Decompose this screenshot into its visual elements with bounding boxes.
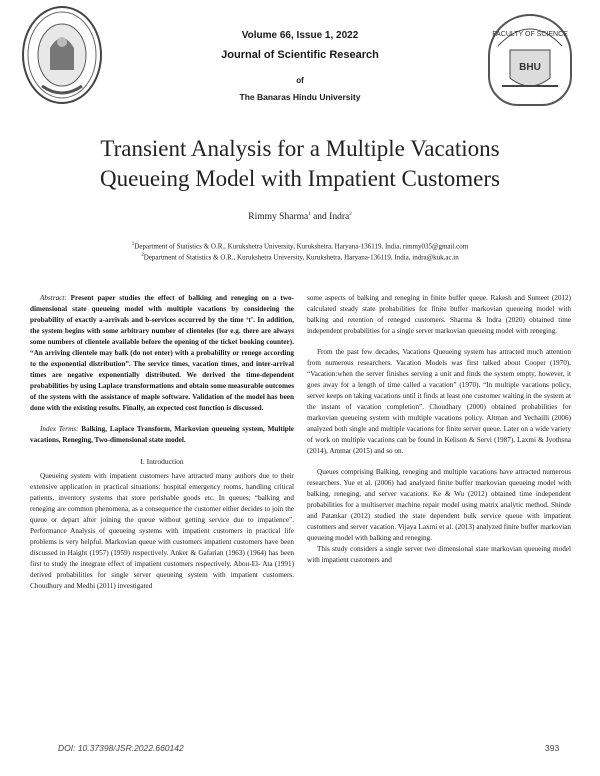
abstract-label: Abstract:	[40, 294, 67, 302]
index-terms	[30, 424, 294, 446]
university-name: The Banaras Hindu University	[239, 92, 361, 102]
footer-doi: DOI: 10.37398/JSR.2022.660142	[58, 743, 184, 753]
paper-title	[40, 134, 560, 194]
right-paragraph-4: This study considers a single server two dimensional state markovian queueing model with impatient customers and	[307, 545, 571, 564]
author-2-sup: 2	[349, 212, 352, 217]
left-column	[30, 293, 294, 592]
right-paragraph-2: From the past few decades, Vacations Queueing system has attracted much attention from numerous researchers. Vacation Models was first talked about Cooper (1970). “Vacation:when the server finishes serving a unit and finds the system empty, however, it goes away for a length of time called a vacation” (1970). “In multiple vacations policy, server keeps on taking vacations until it finds at least one customer waiting in the system at the instant of vacation completion”. Choudhary (2000) obtained probabilities for markovian queueing system with multiple vacations policy. Altman and Yechailli (2006) analyzed both single and multiple vacations for finite server queue. Later on a wide variety of work on multiple vacations can be found in Kelison & Servi (1987), Laxmi & Jyothsna (2014), Ammar (2015) and so on.	[307, 348, 571, 455]
right-column	[307, 293, 571, 566]
intro-paragraph-1: Queueing system with impatient customers have attracted many authors due to their extensive application in practical situations: hospital emergency rooms, handling critical patients, inventory systems that store perishable goods etc. In queues; “balking and reneging are common phenomena, as a consequence the customer either decides to join the queue or depart after joining the queue without getting service due to impatience”. Performance Analysis of queueing systems with impatient customers in practical life problems is very helpful. Markovian queue with customers impatient customers have been discussed in Haight (1957) (1959) respectively. Anker & Gafarian (1963) (1964) has been first to study the integrate effect of impatient customers respectively. Abou-El- Ata (1991) derived probabilities for single server queueing system with impatient customers. Choudhury and Medhi (2011) investigated	[30, 472, 294, 590]
university-emblem-left	[22, 6, 102, 104]
affiliation-1-text: Department of Statistics & O.R., Kurukshetra University, Kurukshetra, Haryana-136119, India, rimmy035@gmail.com	[134, 242, 469, 251]
right-logo-sub: BHU	[519, 62, 541, 73]
author-2: and Indra	[310, 212, 350, 223]
section-heading-introduction: I. Introduction	[140, 457, 184, 466]
authors	[0, 212, 600, 222]
volume-line: Volume 66, Issue 1, 2022	[241, 30, 359, 41]
affiliation-2	[30, 251, 570, 262]
author-1-sup: 1	[308, 212, 311, 217]
of-line: of	[296, 76, 304, 85]
affiliation-1-sup: 1	[131, 242, 135, 247]
journal-name: Journal of Scientific Research	[221, 49, 379, 61]
seal-icon	[24, 8, 100, 102]
abstract	[30, 293, 294, 414]
page-number: 393	[545, 743, 560, 753]
index-terms-text: Balking, Laplace Transform, Markovian queueing system, Multiple vacations, Reneging, Two-dimensional state model.	[30, 425, 294, 444]
title-line-2: Queueing Model with Impatient Customers	[100, 166, 500, 191]
right-paragraph-1: some aspects of balking and reneging in finite buffer queue. Rakesh and Sumeet (2012) calculated steady state probabilities for finite buffer markovian queueing model with balking and retention of reneged customers. Sharma & Indra (2020) obtained time independent probabilities for a single server markovian queueing model with reneging.	[307, 294, 571, 335]
affiliation-2-sup: 2	[141, 253, 144, 259]
faculty-emblem-right	[488, 14, 572, 106]
author-1: Rimmy Sharma	[248, 212, 309, 223]
right-logo-caption: FACULTY OF SCIENCE	[492, 31, 568, 38]
affiliation-1	[30, 240, 570, 251]
abstract-text: Present paper studies the effect of balking and reneging on a two-dimensional state queueing model with multiple vacations by considering the probability of exactly a-arrivals and b-services occurred by the time ‘t’. In addition, the system begins with some arbitrary number of clienteles (for e.g. there are always some numbers of clientele available before the opening of the ticket booking counter). “An arriving clientele may balk (do not enter) with a probability or renege according to the exponential distribution”. The service times, vacation times, and inter-arrival times are negative exponentially distributed. We derived the time-dependent probabilities by using Laplace transformations and obtain some measurable outcomes of the system with the assistance of maple software. Validation of the model has been done with the existing results. Finally, an expected cost function is discussed.	[30, 294, 294, 412]
affiliations	[30, 240, 570, 263]
faculty-seal-icon	[490, 16, 570, 104]
affiliation-2-text: Department of Statistics & O.R., Kurukshetra University, Kurukshetra, Haryana-136119, India, indra@kuk.ac.in	[143, 253, 459, 262]
title-line-1: Transient Analysis for a Multiple Vacations	[100, 136, 500, 161]
right-paragraph-3: Queues comprising Balking, reneging and multiple vacations have attracted numerous researchers. Yue et al. (2006) had analyzed finite buffer markovian queueing model with balking, reneging, and server vacations. Ke & Wu (2012) obtained time independent probabilities for a multiserver machine repair model using matrix analytic method. Shinde and Patankar (2012) studied the state dependent bulk service queue with impatient customers and server vacation. Vijaya Laxmi et al. (2013) analyzed finite buffer markovian queueing model with balking and reneging.	[307, 468, 571, 542]
index-terms-label: Index Terms:	[40, 425, 79, 433]
